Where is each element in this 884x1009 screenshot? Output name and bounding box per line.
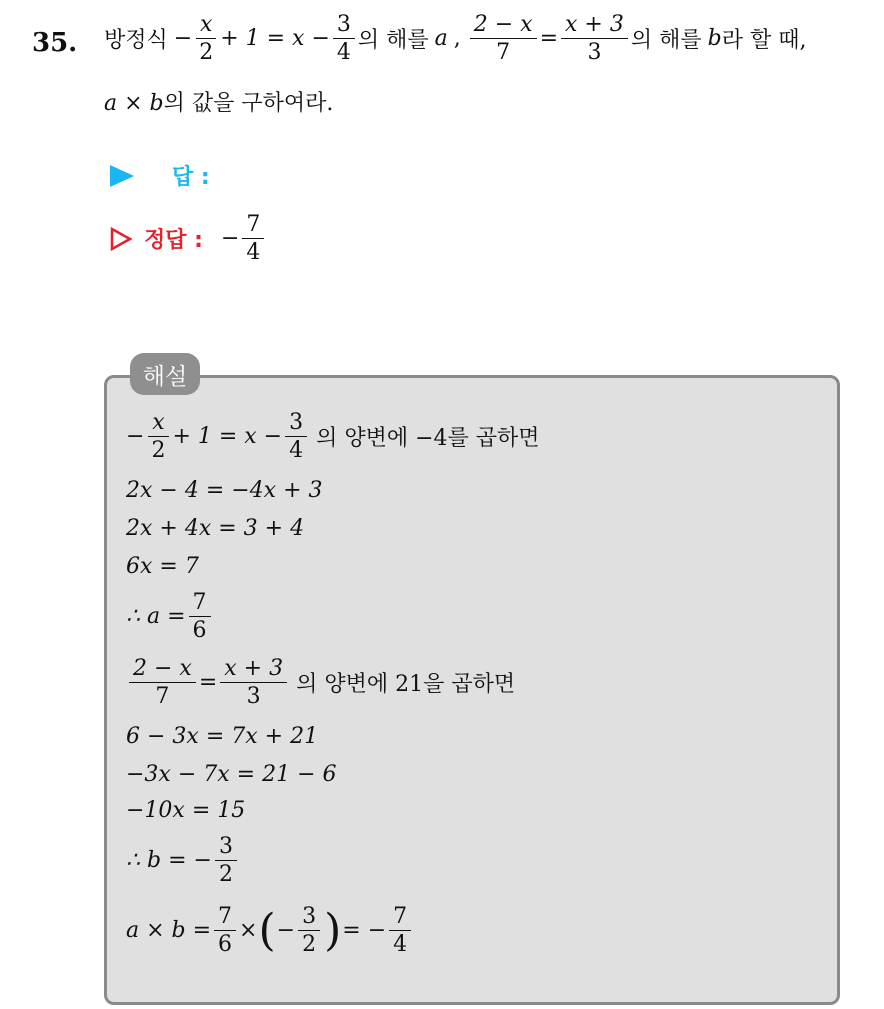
question-text-when: 라 할 때,	[721, 28, 807, 54]
explanation-line-2: 2x − 4 = −4x + 3	[126, 478, 323, 503]
minus-sign: −	[276, 918, 296, 944]
product-expression: a × b	[104, 91, 164, 116]
fraction-numerator: x	[148, 410, 168, 437]
equals-sign: =	[198, 670, 218, 696]
play-triangle-icon	[110, 165, 134, 187]
explanation-line-9: −10x = 15	[126, 798, 246, 823]
equation-middle: + 1 = x −	[172, 424, 283, 450]
question-line-2	[104, 86, 333, 117]
eq2-lhs-fraction	[470, 12, 537, 66]
fraction-numerator: x	[196, 12, 216, 39]
fraction-7-over-6	[189, 590, 211, 644]
answer-row	[110, 160, 210, 191]
fraction-numerator: 7	[214, 904, 236, 931]
fraction-denominator: 2	[199, 40, 214, 66]
answer-label: 답 :	[172, 165, 210, 190]
a-times-b-equals: a × b =	[126, 918, 212, 944]
fraction-denominator: 6	[192, 618, 207, 644]
correct-answer-label: 정답 :	[144, 228, 203, 254]
correct-answer-row	[110, 212, 267, 266]
fraction-numerator: 7	[389, 904, 411, 931]
question-text-find: 의 값을 구하여라.	[163, 91, 334, 116]
eq2-equals: =	[539, 26, 559, 52]
fraction-7-over-6	[214, 904, 236, 958]
eq1-fraction-3-over-4	[333, 12, 355, 66]
fraction-2-minus-x-over-7	[129, 656, 196, 710]
b-equals: ∴ b = −	[126, 848, 212, 874]
fraction-denominator: 6	[218, 932, 233, 958]
fraction-numerator: 3	[298, 904, 320, 931]
fraction-numerator: 7	[242, 212, 264, 239]
fraction-denominator: 3	[587, 40, 602, 66]
equals-minus: = −	[342, 918, 387, 944]
fraction-denominator: 7	[155, 684, 170, 710]
fraction-numerator: 2 − x	[129, 656, 196, 683]
correct-answer-sign: −	[220, 226, 240, 252]
question-text-sol-of: 의 해를	[357, 28, 429, 54]
fraction-denominator: 4	[336, 40, 351, 66]
explanation-line-11	[126, 904, 414, 958]
times-sign: ×	[239, 918, 258, 944]
fraction-denominator: 2	[302, 932, 317, 958]
fraction-denominator: 4	[289, 438, 304, 464]
fraction-numerator: 3	[333, 12, 355, 39]
explanation-line-5	[126, 590, 214, 644]
correct-answer-fraction	[242, 212, 264, 266]
fraction-numerator: x + 3	[220, 656, 287, 683]
explanation-line-10	[126, 834, 240, 888]
question-line-1	[104, 12, 806, 66]
explanation-line-6	[126, 656, 515, 710]
fraction-x-plus-3-over-3	[220, 656, 287, 710]
explanation-line-4: 6x = 7	[126, 554, 199, 579]
fraction-3-over-2	[215, 834, 237, 888]
fraction-numerator: 7	[189, 590, 211, 617]
eq1-fraction-x-over-2	[195, 12, 217, 66]
question-text-prefix: 방정식	[104, 28, 168, 54]
question-number: 35.	[32, 28, 78, 58]
fraction-denominator: 2	[218, 862, 233, 888]
hollow-triangle-icon	[110, 227, 132, 251]
explanation-line-1	[126, 410, 540, 464]
left-paren: (	[258, 904, 276, 956]
explanation-line-8: −3x − 7x = 21 − 6	[126, 762, 337, 787]
a-equals: ∴ a =	[126, 604, 186, 630]
fraction-numerator: 3	[285, 410, 307, 437]
explanation-text: 의 양변에 21을 곱하면	[296, 672, 516, 698]
fraction-x-over-2	[147, 410, 169, 464]
fraction-3-over-2	[298, 904, 320, 958]
eq2-rhs-fraction	[561, 12, 628, 66]
fraction-denominator: 4	[393, 932, 408, 958]
explanation-text: 의 양변에 −4를 곱하면	[316, 426, 540, 452]
question-text-sol-of-2: 의 해를	[630, 28, 702, 54]
fraction-3-over-4	[285, 410, 307, 464]
explanation-line-7: 6 − 3x = 7x + 21	[126, 724, 319, 749]
fraction-denominator: 7	[496, 40, 511, 66]
explanation-tab: 해설	[130, 353, 200, 395]
fraction-denominator: 3	[246, 684, 261, 710]
fraction-7-over-4	[389, 904, 411, 958]
right-paren: )	[324, 904, 342, 956]
variable-b: b	[707, 26, 722, 52]
fraction-numerator: x + 3	[561, 12, 628, 39]
eq1-middle: + 1 = x −	[220, 26, 330, 52]
fraction-numerator: 3	[215, 834, 237, 861]
fraction-denominator: 2	[151, 438, 166, 464]
comma: ,	[453, 26, 461, 52]
minus-sign: −	[126, 424, 145, 450]
fraction-numerator: 2 − x	[470, 12, 537, 39]
eq1-minus: −	[173, 26, 193, 52]
fraction-denominator: 4	[246, 240, 261, 266]
explanation-line-3: 2x + 4x = 3 + 4	[126, 516, 305, 541]
variable-a: a	[434, 26, 448, 52]
